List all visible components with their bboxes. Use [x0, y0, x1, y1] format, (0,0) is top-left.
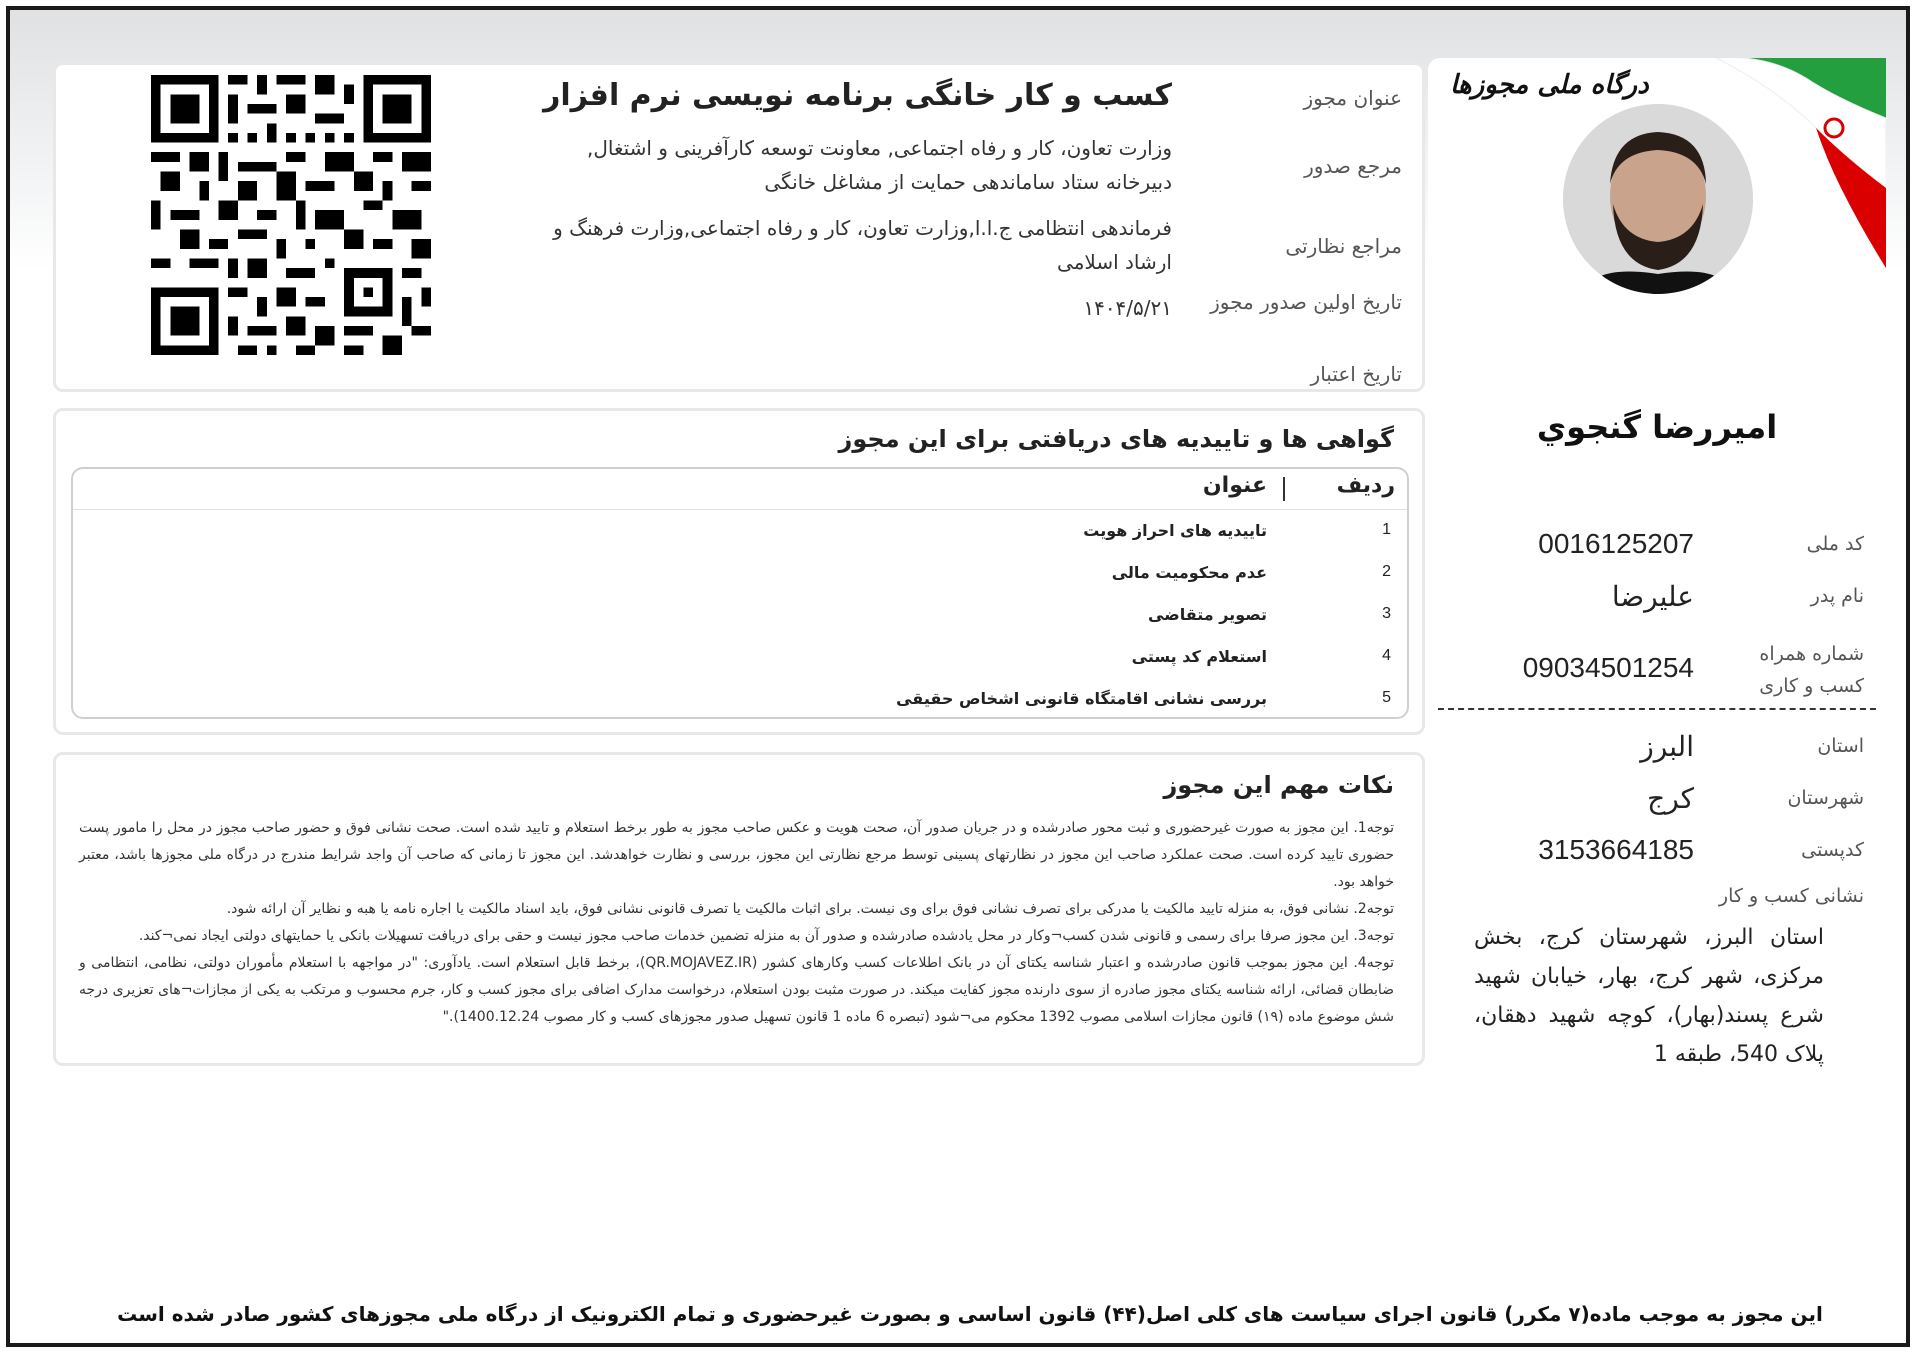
- national-code-label: کد ملی: [1806, 533, 1864, 555]
- row-index: 2: [1382, 563, 1391, 580]
- county-row: [1444, 782, 1864, 822]
- issuer-row: [522, 131, 1402, 203]
- notes-body: [79, 815, 1394, 1031]
- certifications-title: گواهی ها و تاییدیه های دریافتی برای این مجوز: [838, 425, 1394, 453]
- table-row: [73, 679, 1407, 721]
- county-label: شهرستان: [1787, 787, 1864, 809]
- portal-logo: درگاه ملی مجوزها: [1450, 70, 1649, 100]
- first-issue-date: ۱۴۰۴/۵/۲۱: [1083, 296, 1172, 320]
- county-value: کرج: [1647, 783, 1694, 814]
- table-row: [73, 511, 1407, 553]
- notes-title: نکات مهم این مجوز: [1163, 771, 1394, 799]
- validity-row: [522, 357, 1402, 391]
- row-index: 3: [1382, 605, 1391, 622]
- certifications-table: [71, 467, 1409, 719]
- note-1: توجه1. این مجوز به صورت غیرحضوری و ثبت محور صادرشده و در جریان صدور آن، صحت هویت و عکس صاحب مجوز به طور برخط استعلام و تایید شده است. صحت نشانی فوق و حضور صاحب مجوز در محل را مامور پست حضوری تایید کرده است. صحت عملکرد صاحب این مجوز در نظارتهای پسینی توسط مرجع نظارتی این مجوز، بررسی و نظارت خواهدشد. این مجوز تا زمانی که صاحب آن واجد شرایط مندرج در درگاه ملی مجوزها باشد، معتبر خواهد بود.: [79, 820, 1394, 890]
- applicant-photo: [1563, 104, 1753, 294]
- address-label-row: [1444, 880, 1864, 914]
- note-3: توجه3. این مجوز صرفا برای رسمی و قانونی شدن کسب¬وکار در محل یادشده صادرشده و صدور آن به منزله تضمین خدمات صاحب مجوز نیست و حقی برای دریافت تسهیلات بانکی یا حمایتهای دولتی ایجاد نمی¬کند.: [138, 928, 1394, 944]
- section-divider: [1438, 708, 1876, 710]
- column-index-header: ردیف: [1336, 473, 1395, 498]
- table-row: [73, 637, 1407, 679]
- license-title-label: عنوان مجوز: [1303, 86, 1402, 110]
- father-name-label: نام پدر: [1810, 585, 1864, 607]
- issuer-value: وزارت تعاون، کار و رفاه اجتماعی, معاونت توسعه کارآفرینی و اشتغال, دبیرخانه ستاد ساماندهی حمایت از مشاغل خانگی: [586, 136, 1172, 194]
- notes-card: [53, 752, 1425, 1066]
- supervisors-value: فرماندهی انتظامی ج.ا.ا,وزارت تعاون، کار و رفاه اجتماعی,وزارت فرهنگ و ارشاد اسلامی: [553, 216, 1172, 274]
- table-header: [73, 469, 1407, 510]
- legal-footer: این مجوز به موجب ماده(۷ مکرر) قانون اجرای سیاست های کلی اصل(۴۴) قانون اساسی و بصورت غیرحضوری و تمام الکترونیک از درگاه ملی مجوزهای کشور صادر شده است: [117, 1302, 1823, 1326]
- column-separator: [1283, 477, 1285, 501]
- column-title-header: عنوان: [1202, 473, 1267, 498]
- mobile-row: [1444, 638, 1864, 708]
- license-title-row: [522, 77, 1402, 121]
- mobile-label: شماره همراه کسب و کاری: [1759, 643, 1864, 697]
- province-row: [1444, 730, 1864, 770]
- address-value: استان البرز، شهرستان کرج، بخش مرکزی، شهر کرج، بهار، خیابان شهید شرع پسند(بهار)، کوچه شهید دهقان، پلاک 540، طبقه 1: [1474, 925, 1824, 1067]
- father-name-row: [1444, 580, 1864, 620]
- row-title: استعلام کد پستی: [1131, 647, 1267, 666]
- national-code-value: 0016125207: [1538, 528, 1694, 559]
- province-label: استان: [1817, 735, 1864, 757]
- national-code-row: [1444, 528, 1864, 568]
- license-info-card: [53, 62, 1425, 392]
- qr-code: [151, 75, 431, 355]
- certifications-card: [53, 408, 1425, 735]
- row-index: 4: [1382, 647, 1391, 664]
- province-value: البرز: [1640, 731, 1694, 762]
- table-row: [73, 595, 1407, 637]
- table-row: [73, 553, 1407, 595]
- applicant-name: اميررضا گنجوي: [1536, 408, 1778, 446]
- license-title: کسب و کار خانگی برنامه نویسی نرم افزار: [543, 78, 1172, 113]
- note-4: توجه4. این مجوز بموجب قانون صادرشده و اعتبار شناسه یکتای آن در بانک اطلاعات کسب وکارهای کشور (QR.MOJAVEZ.IR)، برخط قابل استعلام است. یادآوری: "در مواجهه با استعلام مأموران دولتی، نظامی، انتظامی و ضابطان قضائی، ارائه شناسه یکتای مجوز صادره از سوی دارنده مجوز کفایت میکند. در صورت مثبت بودن استعلام، درخواست مدارک اضافی برای مجوز کسب و کار، جرم محسوب و مرتکب به یکی از مجازات¬های تعزیری درجه شش موضوع ماده (۱۹) قانون مجازات اسلامی مصوب 1392 محکوم می¬شود (تبصره 6 ماده 1 قانون تسهیل صدور مجوزهای کسب و کار مصوب 1400.12.24).": [79, 955, 1394, 1025]
- father-name-value: علیرضا: [1611, 581, 1694, 612]
- postal-code-row: [1444, 834, 1864, 874]
- row-title: عدم محکومیت مالی: [1111, 563, 1267, 582]
- postal-code-label: کدپستی: [1801, 839, 1864, 861]
- issuer-label: مرجع صدور: [1304, 154, 1402, 178]
- license-document: [6, 6, 1910, 1347]
- supervisors-row: [522, 211, 1402, 283]
- postal-code-value: 3153664185: [1538, 834, 1694, 865]
- note-2: توجه2. نشانی فوق، به منزله تایید مالکیت یا مدرکی برای تصرف نشانی فوق برای وی نیست. برای اثبات مالکیت یا تصرف قانونی نشانی فوق، باید اسناد مالکیت یا اجاره نامه یا هبه و نظایر آن ارائه شود.: [226, 901, 1394, 917]
- row-title: تصویر متقاضی: [1148, 605, 1267, 624]
- row-index: 5: [1382, 689, 1391, 706]
- supervisors-label: مراجع نظارتی: [1285, 234, 1402, 258]
- row-title: بررسی نشانی اقامتگاه قانونی اشخاص حقیقی: [896, 689, 1267, 708]
- first-issue-row: [522, 285, 1402, 357]
- row-title: تاییدیه های احراز هویت: [1083, 521, 1267, 540]
- validity-label: تاریخ اعتبار: [1310, 362, 1402, 386]
- address-label: نشانی کسب و کار: [1718, 885, 1864, 907]
- first-issue-label: تاریخ اولین صدور مجوز: [1210, 290, 1402, 314]
- mobile-value: 09034501254: [1522, 652, 1694, 683]
- row-index: 1: [1382, 521, 1391, 538]
- profile-panel: [1428, 58, 1886, 1118]
